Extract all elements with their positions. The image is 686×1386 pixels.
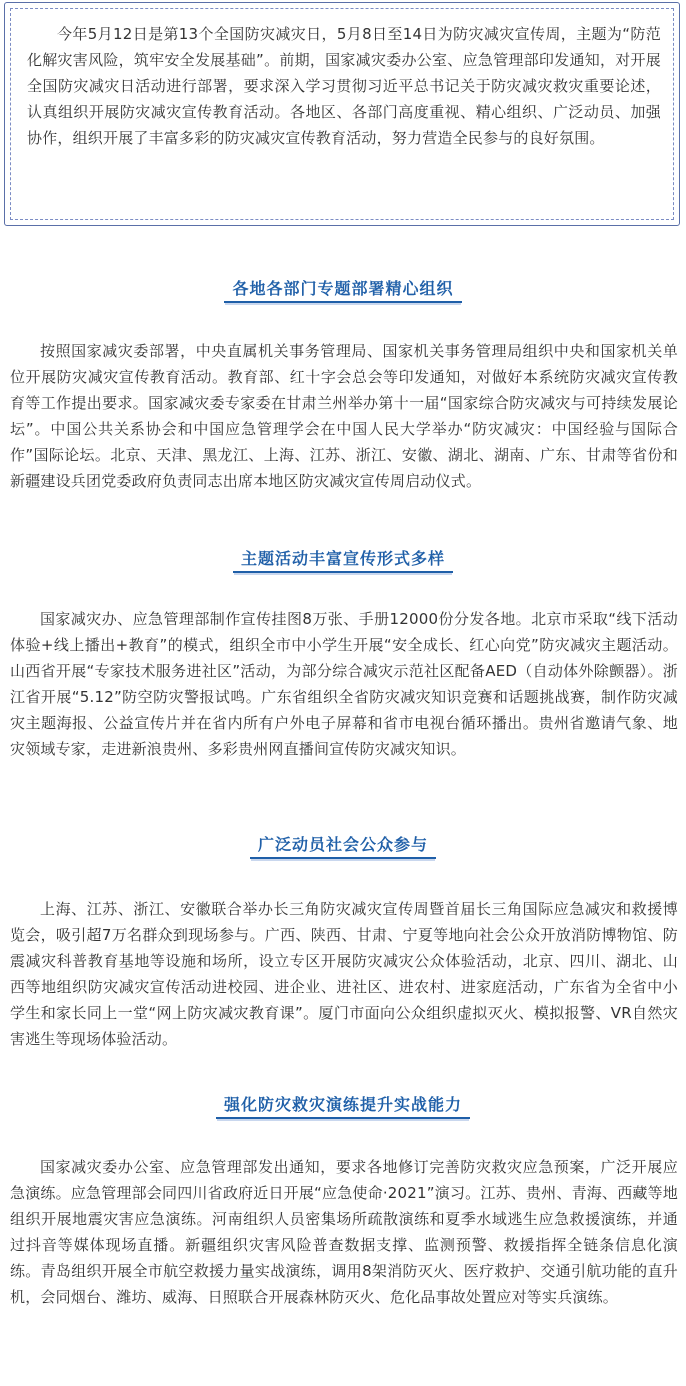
intro-paragraph: 今年5月12日是第13个全国防灾减灾日，5月8日至14日为防灾减灾宣传周，主题为“防范化解灾害风险，筑牢安全发展基础”。前期，国家减灾委办公室、应急管理部印发通知，对开展全国防灾减灾日活动进行部署，要求深入学习贯彻习近平总书记关于防灾减灾救灾重要论述，认真组织开展防灾减灾宣传教育活动。各地区、各部门高度重视、精心组织、广泛动员、加强协作，组织开展了丰富多彩的防灾减灾宣传教育活动，努力营造全民参与的良好氛围。 (27, 25, 661, 147)
section-heading-2-text: 主题活动丰富宣传形式多样 (233, 546, 453, 573)
section-paragraph-1: 按照国家减灾委部署，中央直属机关事务管理局、国家机关事务管理局组织中央和国家机关单位开展防灾减灾宣传教育活动。教育部、红十字会总会等印发通知，对做好本系统防灾减灾宣传教育等工作提出要求。国家减灾委专家委在甘肃兰州举办第十一届“国家综合防灾减灾与可持续发展论坛”。中国公共关系协会和中国应急管理学会在中国人民大学举办“防灾减灾：中国经验与国际合作”国际论坛。北京、天津、黑龙江、上海、江苏、浙江、安徽、湖北、湖南、广东、甘肃等省份和新疆建设兵团党委政府负责同志出席本地区防灾减灾宣传周启动仪式。 (10, 342, 678, 490)
section-heading-1 (0, 276, 686, 303)
section-paragraph-4: 国家减灾委办公室、应急管理部发出通知，要求各地修订完善防灾救灾应急预案，广泛开展应急演练。应急管理部会同四川省政府近日开展“应急使命·2021”演习。江苏、贵州、青海、西藏等地组织开展地震灾害应急演练。河南组织人员密集场所疏散演练和夏季水域逃生应急救援演练，并通过抖音等媒体现场直播。新疆组织灾害风险普查数据支撑、监测预警、救援指挥全链条信息化演练。青岛组织开展全市航空救援力量实战演练，调用8架消防灭火、医疗救护、交通引航功能的直升机，会同烟台、潍坊、威海、日照联合开展森林防灭火、危化品事故处置应对等实兵演练。 (10, 1158, 678, 1306)
section-heading-4 (0, 1092, 686, 1119)
section-heading-4-text: 强化防灾救灾演练提升实战能力 (216, 1092, 470, 1119)
section-paragraph-3: 上海、江苏、浙江、安徽联合举办长三角防灾减灾宣传周暨首届长三角国际应急减灾和救援博览会，吸引超7万名群众到现场参与。广西、陕西、甘肃、宁夏等地向社会公众开放消防博物馆、防震减灾科普教育基地等设施和场所，设立专区开展防灾减灾公众体验活动，北京、四川、湖北、山西等地组织防灾减灾宣传活动进校园、进企业、进社区、进农村、进家庭活动，广东省为全省中小学生和家长同上一堂“网上防灾减灾教育课”。厦门市面向公众组织虚拟灭火、模拟报警、VR自然灾害逃生等现场体验活动。 (10, 900, 678, 1048)
section-heading-3 (0, 832, 686, 859)
section-paragraph-2: 国家减灾办、应急管理部制作宣传挂图8万张、手册12000份分发各地。北京市采取“线下活动体验+线上播出+教育”的模式，组织全市中小学生开展“安全成长、红心向党”防灾减灾主题活动。山西省开展“专家技术服务进社区”活动，为部分综合减灾示范社区配备AED（自动体外除颤器）。浙江省开展“5.12”防空防灾警报试鸣。广东省组织全省防灾减灾知识竞赛和话题挑战赛，制作防灾减灾主题海报、公益宣传片并在省内所有户外电子屏幕和省市电视台循环播出。贵州省邀请气象、地灾领域专家，走进新浪贵州、多彩贵州网直播间宣传防灾减灾知识。 (10, 610, 678, 758)
section-heading-3-text: 广泛动员社会公众参与 (250, 832, 436, 859)
intro-inner-frame (10, 8, 674, 220)
section-heading-2 (0, 546, 686, 573)
intro-box (4, 2, 680, 226)
section-heading-1-text: 各地各部门专题部署精心组织 (224, 276, 461, 303)
